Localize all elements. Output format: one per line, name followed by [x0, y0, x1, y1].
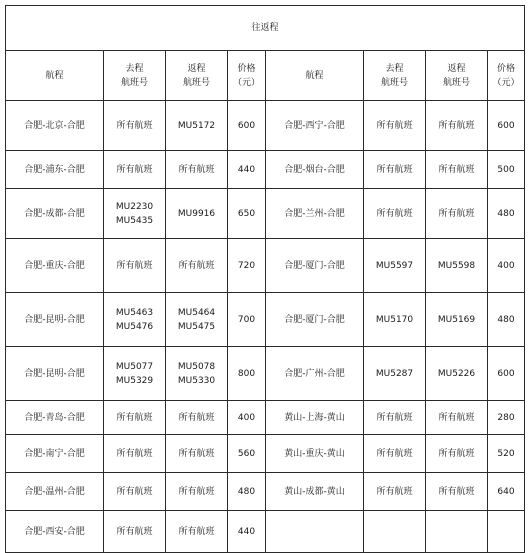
outbound-flight-cell: MU2230 MU5435	[104, 189, 166, 239]
outbound-flight-cell: 所有航班	[104, 101, 166, 151]
header-row	[6, 51, 525, 101]
header-route-left: 航程	[6, 51, 104, 101]
header-price-right: 价格 （元）	[488, 51, 525, 101]
return-flight-cell: 所有航班	[166, 435, 228, 473]
return-flight-cell: 所有航班	[166, 473, 228, 511]
outbound-flight-cell: MU5077 MU5329	[104, 347, 166, 401]
route-cell: 黄山-成都-黄山	[266, 473, 364, 511]
route-cell: 合肥-厦门-合肥	[266, 239, 364, 293]
outbound-flight-cell: 所有航班	[364, 101, 426, 151]
route-cell: 合肥-烟台-合肥	[266, 151, 364, 189]
table-row	[6, 473, 525, 511]
price-cell: 480	[228, 473, 266, 511]
outbound-flight-cell: 所有航班	[104, 473, 166, 511]
return-flight-cell: MU5169	[426, 293, 488, 347]
price-cell: 400	[228, 401, 266, 435]
outbound-flight-cell: 所有航班	[104, 511, 166, 553]
return-flight-cell: 所有航班	[426, 189, 488, 239]
table-row	[6, 347, 525, 401]
return-flight-cell: MU5078 MU5330	[166, 347, 228, 401]
return-flight-cell: 所有航班	[426, 435, 488, 473]
empty-cell	[266, 511, 364, 553]
outbound-flight-cell: 所有航班	[364, 151, 426, 189]
price-cell: 560	[228, 435, 266, 473]
price-cell: 650	[228, 189, 266, 239]
return-flight-cell: 所有航班	[426, 101, 488, 151]
table-row	[6, 511, 525, 553]
route-cell: 合肥-昆明-合肥	[6, 293, 104, 347]
price-cell: 720	[228, 239, 266, 293]
return-flight-cell: 所有航班	[166, 401, 228, 435]
price-cell: 520	[488, 435, 525, 473]
route-cell: 合肥-温州-合肥	[6, 473, 104, 511]
table-row	[6, 293, 525, 347]
return-flight-cell: 所有航班	[426, 151, 488, 189]
outbound-flight-cell: MU5597	[364, 239, 426, 293]
table-row	[6, 189, 525, 239]
table-row	[6, 151, 525, 189]
outbound-flight-cell: MU5170	[364, 293, 426, 347]
price-cell: 440	[228, 151, 266, 189]
return-flight-cell: MU5464 MU5475	[166, 293, 228, 347]
route-cell: 黄山-重庆-黄山	[266, 435, 364, 473]
empty-cell	[364, 511, 426, 553]
price-cell: 800	[228, 347, 266, 401]
price-cell: 480	[488, 293, 525, 347]
price-cell: 640	[488, 473, 525, 511]
route-cell: 合肥-兰州-合肥	[266, 189, 364, 239]
price-cell: 440	[228, 511, 266, 553]
return-flight-cell: 所有航班	[426, 473, 488, 511]
price-cell: 400	[488, 239, 525, 293]
price-cell: 600	[488, 347, 525, 401]
header-price-left: 价格 （元）	[228, 51, 266, 101]
route-cell: 合肥-重庆-合肥	[6, 239, 104, 293]
route-cell: 黄山-上海-黄山	[266, 401, 364, 435]
route-cell: 合肥-厦门-合肥	[266, 293, 364, 347]
title-row	[6, 6, 525, 51]
table-row	[6, 401, 525, 435]
outbound-flight-cell: 所有航班	[104, 239, 166, 293]
return-flight-cell: 所有航班	[166, 511, 228, 553]
return-flight-cell: 所有航班	[426, 401, 488, 435]
return-flight-cell: MU5226	[426, 347, 488, 401]
route-cell: 合肥-北京-合肥	[6, 101, 104, 151]
route-cell: 合肥-南宁-合肥	[6, 435, 104, 473]
price-cell: 280	[488, 401, 525, 435]
table-row	[6, 435, 525, 473]
outbound-flight-cell: 所有航班	[104, 151, 166, 189]
header-outbound-right: 去程 航班号	[364, 51, 426, 101]
route-cell: 合肥-青岛-合肥	[6, 401, 104, 435]
route-cell: 合肥-西安-合肥	[6, 511, 104, 553]
header-outbound-left: 去程 航班号	[104, 51, 166, 101]
return-flight-cell: MU9916	[166, 189, 228, 239]
price-cell: 480	[488, 189, 525, 239]
table-title: 往返程	[6, 6, 525, 51]
outbound-flight-cell: 所有航班	[104, 401, 166, 435]
outbound-flight-cell: 所有航班	[104, 435, 166, 473]
return-flight-cell: 所有航班	[166, 151, 228, 189]
route-cell: 合肥-成都-合肥	[6, 189, 104, 239]
return-flight-cell: 所有航班	[166, 239, 228, 293]
table-row	[6, 239, 525, 293]
header-return-right: 返程 航班号	[426, 51, 488, 101]
empty-cell	[488, 511, 525, 553]
route-cell: 合肥-昆明-合肥	[6, 347, 104, 401]
outbound-flight-cell: 所有航班	[364, 401, 426, 435]
price-cell: 600	[488, 101, 525, 151]
table-row	[6, 101, 525, 151]
header-route-right: 航程	[266, 51, 364, 101]
outbound-flight-cell: 所有航班	[364, 435, 426, 473]
price-cell: 600	[228, 101, 266, 151]
return-flight-cell: MU5172	[166, 101, 228, 151]
price-cell: 700	[228, 293, 266, 347]
price-cell: 500	[488, 151, 525, 189]
outbound-flight-cell: MU5463 MU5476	[104, 293, 166, 347]
outbound-flight-cell: MU5287	[364, 347, 426, 401]
return-flight-cell: MU5598	[426, 239, 488, 293]
route-cell: 合肥-西宁-合肥	[266, 101, 364, 151]
outbound-flight-cell: 所有航班	[364, 473, 426, 511]
empty-cell	[426, 511, 488, 553]
route-cell: 合肥-广州-合肥	[266, 347, 364, 401]
route-cell: 合肥-浦东-合肥	[6, 151, 104, 189]
header-return-left: 返程 航班号	[166, 51, 228, 101]
fare-table	[5, 5, 525, 553]
outbound-flight-cell: 所有航班	[364, 189, 426, 239]
